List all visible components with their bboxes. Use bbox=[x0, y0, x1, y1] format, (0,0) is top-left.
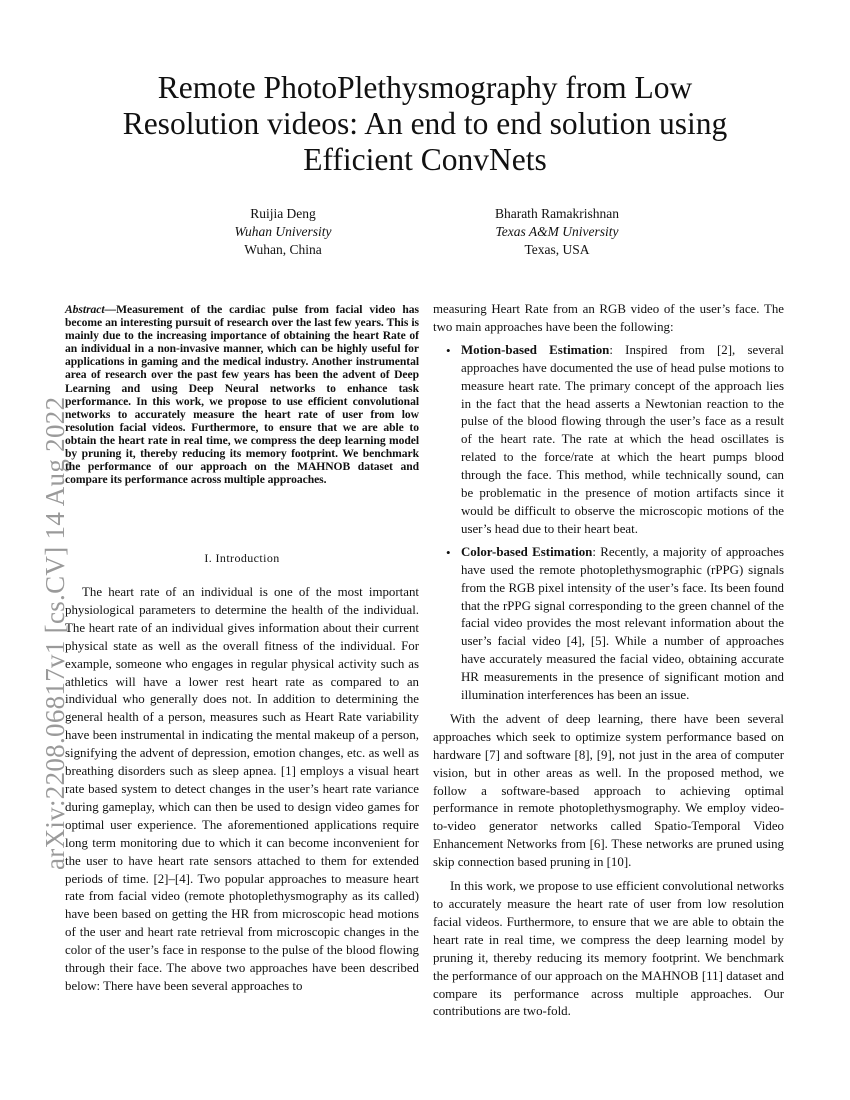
abstract-text: —Measurement of the cardiac pulse from facial video has become an interesting pursuit of research over the last few years. This is mainly due to the increasing importance of obtaining the heart Rate of an individual in a non-invasive manner, which can be highly useful for applications in gaming and the medical industry. Another instrumental area of research over the past few years has been the advent of Deep Learning and using Deep Neural networks to enhance task performance. In this work, we propose to use efficient convolutional networks to accurately measure the heart rate of user from low resolution facial videos. Furthermore, to ensure that we are able to obtain the heart rate in real time, we compress the deep learning model by pruning it, thereby reducing its memory footprint. We benchmark the performance of our approach on the MAHNOB dataset and compare its performance across multiple approaches. bbox=[65, 303, 419, 487]
list-item-term: Color-based Estimation bbox=[461, 544, 593, 559]
author-location: Texas, USA bbox=[524, 242, 590, 257]
section-heading-introduction: I. Introduction bbox=[204, 551, 280, 565]
right-column bbox=[433, 301, 784, 1021]
approaches-list bbox=[433, 342, 784, 705]
author-affiliation: Texas A&M University bbox=[495, 224, 619, 239]
abstract-lead: Abstract bbox=[65, 303, 105, 316]
intro-paragraph: The heart rate of an individual is one of the most important physiological parameters to determine the health of the individual. The heart rate of an individual gives information about their current physical state as well as the overall fitness of the individual. For example, someone who engages in regular physical activity such as athletics will have a lower rest heart rate as compared to an individual who generally does not. In addition to determining the general health of a person, measures such as Heart Rate variability have been instrumental in indicating the mental makeup of a person, signifying the advent of depression, emotion changes, etc. as well as breathing disorders such as sleep apnea. [1] employs a visual heart rate based system to detect changes in the user’s heart rate variance during gameplay, which can then be used to design video games for optimal user experience. The aforementioned applications require long term monitoring due to which it can become inconvenient for the user to have heart rate sensors attached to them for extended periods of time. [2]–[4]. Two popular approaches to measure heart rate from facial video (remote photoplethysmography as its called) have been based on getting the HR from microscopic head motions of the user and heart rate retrieval from microscopic changes in the color of the user’s face in response to the pulse of the blood flowing through their face. The above two approaches have been described below: There have been several approaches to bbox=[65, 585, 419, 993]
author-block-2 bbox=[437, 205, 677, 259]
title-line: Resolution videos: An end to end solution using bbox=[122, 106, 728, 141]
title-line: Efficient ConvNets bbox=[303, 142, 547, 177]
list-item-text: : Inspired from [2], several approaches have documented the use of head pulse motions to measure heart rate. The primary concept of the approach lies in the fact that the head asserts a Newtonian reaction to the pulse of the blood flowing through the user’s face as a result of the heart rate. The rate at which the head oscillates is related to the force/rate at which the heart pumps blood through the face. This method, while technically sound, can be problematic in the presence of motion artifacts since it would be difficult to observe the microscopic motions of the user’s head due to their heart beat. bbox=[461, 342, 784, 536]
list-item bbox=[446, 342, 784, 539]
author-name: Ruijia Deng bbox=[250, 206, 316, 221]
list-item-text: : Recently, a majority of approaches have used the remote photoplethysmographic (rPPG) signals from the RGB pixel intensity of the user’s face. Its been found that the rPPG signal corresponding to the green channel of the facial video provides the most relevant information about the user’s facial video [4], [5]. While a number of approaches have accurately measured the facial video, obtaining accurate HR measurements in the presence of significant motion and illumination interferences has been an issue. bbox=[461, 544, 784, 703]
author-block-1 bbox=[163, 205, 403, 259]
author-name: Bharath Ramakrishnan bbox=[494, 206, 620, 221]
continuation-paragraph: measuring Heart Rate from an RGB video of the user’s face. The two main approaches have been the following: bbox=[433, 302, 784, 334]
title-line: Remote PhotoPlethysmography from Low bbox=[157, 70, 693, 105]
list-item bbox=[446, 544, 784, 705]
list-item-term: Motion-based Estimation bbox=[461, 342, 610, 357]
bullet-icon: • bbox=[446, 544, 451, 560]
paper-title bbox=[60, 70, 790, 178]
arxiv-identifier-stamp: arXiv:2208.06817v1 [cs.CV] 14 Aug 2022 bbox=[40, 396, 70, 870]
body-paragraph: In this work, we propose to use efficient convolutional networks to accurately measure the heart rate of user from low resolution facial videos. Furthermore, to ensure that we are able to obtain the heart rate in real time, we compress the deep learning model by pruning it, thereby reducing its memory footprint. We benchmark the performance of our approach on the MAHNOB [11] dataset and compare its performance across multiple approaches. Our contributions are two-fold. bbox=[433, 879, 784, 1019]
introduction-body bbox=[65, 584, 419, 996]
abstract bbox=[65, 303, 419, 486]
author-location: Wuhan, China bbox=[244, 242, 322, 257]
abstract-paragraph bbox=[65, 303, 419, 486]
body-paragraph: With the advent of deep learning, there have been several approaches which seek to optimize system performance based on hardware [7] and software [8], [9], not just in the area of computer vision, but in other areas as well. In the proposed method, we follow a software-based approach to achieving optimal performance in remote photoplethysmography. We employ video-to-video generator networks called Spatio-Temporal Video Enhancement Networks from [6]. These networks are pruned using skip connection based pruning in [10]. bbox=[433, 711, 784, 870]
author-affiliation: Wuhan University bbox=[234, 224, 332, 239]
bullet-icon: • bbox=[446, 342, 451, 358]
